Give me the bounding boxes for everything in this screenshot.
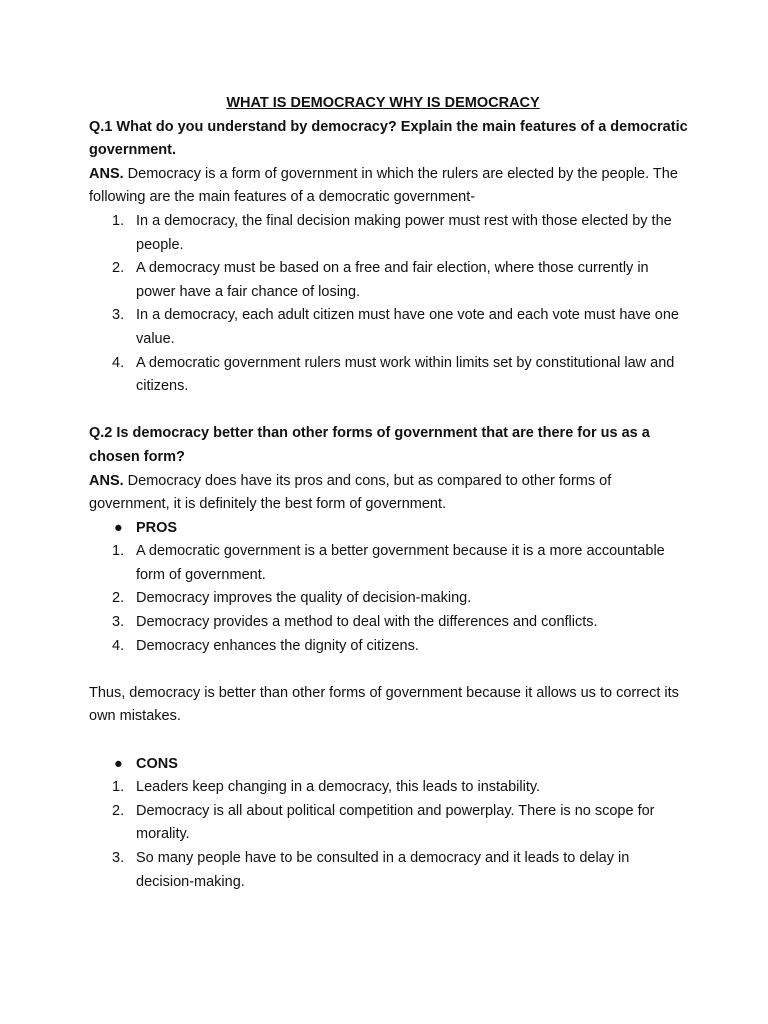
list-number: 3. [112,307,125,324]
list-item [89,210,689,257]
bullet-icon: ● [114,755,123,772]
answer-1 [89,163,689,210]
list-item-text: Democracy enhances the dignity of citizens. [136,637,419,654]
spacer [89,729,689,753]
list-item-text: A democratic government is a better government because it is a more accountable form of government. [136,543,665,583]
cons-heading [89,753,689,777]
list-item [89,635,689,659]
list-item-text: Democracy provides a method to deal with the differences and conflicts. [136,614,598,631]
list-number: 2. [112,802,125,819]
list-number: 3. [112,614,125,631]
list-number: 4. [112,354,125,371]
list-number: 4. [112,637,125,654]
conclusion-paragraph: Thus, democracy is better than other forms of government because it allows us to correct its own mistakes. [89,684,679,725]
pros-heading [89,517,689,541]
list-item [89,847,689,894]
document-page [89,92,689,894]
list-item-text: Democracy is all about political competition and powerplay. There is no scope for morality. [136,802,655,843]
question-1: Q.1 What do you understand by democracy? Explain the main features of a democratic government. [89,118,688,159]
list-number: 1. [112,779,125,796]
list-item-text: Democracy improves the quality of decision-making. [136,590,472,607]
pros-heading-text: PROS [136,519,178,536]
list-item-text: In a democracy, each adult citizen must have one vote and each vote must have one value. [136,307,679,347]
list-item-text: So many people have to be consulted in a democracy and it leads to delay in decision-making. [136,850,630,890]
pros-list [89,540,689,658]
list-item-text: A democracy must be based on a free and fair election, where those currently in power have a fair chance of losing. [136,260,649,300]
spacer [89,399,689,423]
answer-label: ANS. [89,165,124,182]
list-item [89,304,689,351]
cons-heading-text: CONS [136,755,178,772]
answer-label: ANS. [89,472,124,489]
answer-2 [89,470,689,517]
list-item-text: A democratic government rulers must work within limits set by constitutional law and citizens. [136,354,675,395]
list-number: 2. [112,260,125,277]
bullet-icon: ● [114,519,123,536]
list-item-text: In a democracy, the final decision making power must rest with those elected by the people. [136,212,672,253]
list-item [89,611,689,635]
list-item [89,352,689,399]
list-item [89,776,689,800]
question-2: Q.2 Is democracy better than other forms of government that are there for us as a chosen form? [89,425,650,465]
list-number: 3. [112,850,125,866]
list-item [89,540,689,587]
answer-1-text: Democracy is a form of government in which the rulers are elected by the people. The following are the main features of a democratic government- [89,165,678,206]
page-title: WHAT IS DEMOCRACY WHY IS DEMOCRACY [226,95,540,111]
list-item [89,587,689,611]
list-item [89,800,689,847]
list-number: 1. [112,212,125,229]
features-list [89,210,689,399]
cons-list [89,776,689,894]
list-number: 2. [112,590,125,607]
list-item [89,257,689,304]
list-item-text: Leaders keep changing in a democracy, this leads to instability. [136,779,541,796]
spacer [89,658,689,682]
list-number: 1. [112,543,125,560]
answer-2-text: Democracy does have its pros and cons, but as compared to other forms of government, it is definitely the best form of government. [89,472,612,513]
